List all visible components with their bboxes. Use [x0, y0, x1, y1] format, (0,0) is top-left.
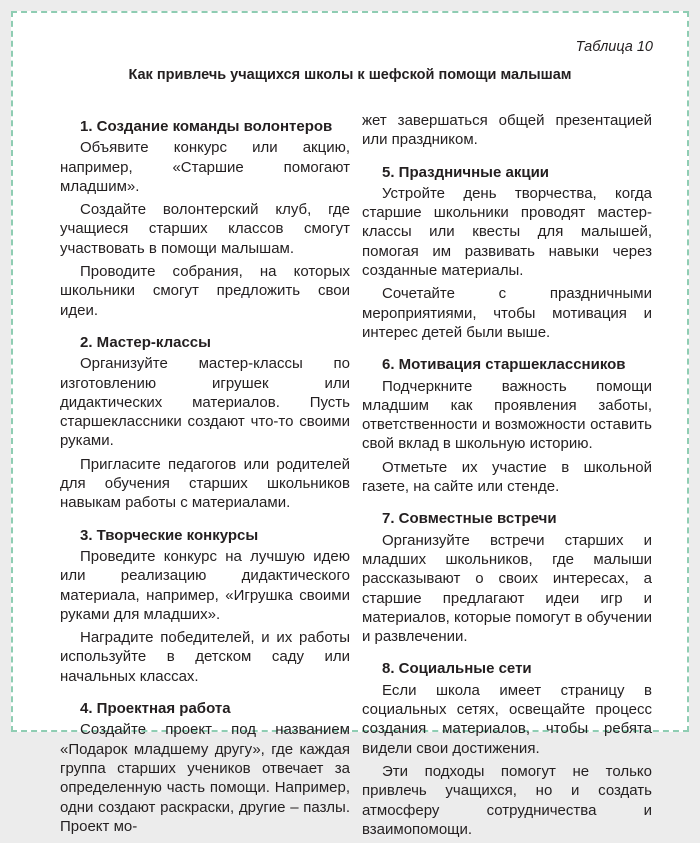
- section-paragraph: Создайте проект под названием «Подарок младшему другу», где каждая группа старших учеников отвечает за определенную часть помощи. Например, одни создают раскраски, другие – пазлы. Проект мо-: [60, 721, 350, 835]
- section-paragraph: Наградите победителей, и их работы используйте в детском саду или начальных классах.: [60, 629, 350, 685]
- section-paragraph: Создайте волонтерский клуб, где учащиеся старших классов смогут участвовать в помощи малышам.: [60, 201, 350, 257]
- section-paragraph: Пригласите педагогов или родителей для обучения старших школьников навыкам работы с материалами.: [60, 455, 350, 512]
- section-heading: 3. Творческие конкурсы: [80, 526, 259, 544]
- section-paragraph: Подчеркните важность помощи младшим как проявления заботы, ответственности и возможности оставить свой вклад в школьную историю.: [362, 377, 652, 453]
- table-title: Как привлечь учащихся школы к шефской помощи малышам: [128, 67, 572, 83]
- section-paragraph: Организуйте мастер-классы по изготовлению игрушек или дидактических материалов. Пусть старшеклассники создают что-то своими руками.: [60, 355, 350, 450]
- section-paragraph: Проведите конкурс на лучшую идею или реализацию дидактического материала, например, «Игрушка своими руками для младших».: [60, 547, 350, 623]
- table-number-label: Таблица 10: [575, 39, 653, 55]
- section-paragraph: Сочетайте с праздничными мероприятиями, чтобы мотивация и интерес детей были выше.: [362, 285, 652, 341]
- section-heading: 4. Проектная работа: [80, 700, 231, 718]
- section-paragraph: Если школа имеет страницу в социальных сетях, освещайте процесс создания материалов, чтобы ребята видели свои достижения.: [362, 681, 652, 757]
- table-frame: [11, 11, 689, 838]
- continued-paragraph: жет завершаться общей презентацией или праздником.: [362, 112, 652, 149]
- section-paragraph: Устройте день творчества, когда старшие школьники проводят мастер-классы или квесты для малышей, помогая им развивать навыки через созданные материалы.: [362, 184, 652, 280]
- section-paragraph: Организуйте встречи старших и младших школьников, где малыши рассказывают о своих интересах, а старшие предлагают идеи игр и материалов, которые помогут в обучении и развлечении.: [362, 531, 652, 646]
- section-heading: 7. Совместные встречи: [382, 510, 557, 528]
- left-column: [60, 111, 350, 840]
- section-heading: 8. Социальные сети: [382, 660, 532, 678]
- section-paragraph: Отметьте их участие в школьной газете, на сайте или стенде.: [362, 458, 652, 496]
- section-paragraph: Проводите собрания, на которых школьники смогут предложить свои идеи.: [60, 263, 350, 319]
- section-paragraph: Эти подходы помогут не только привлечь учащихся, но и создать атмосферу сотрудничества и взаимопомощи.: [362, 762, 652, 838]
- right-column: [362, 111, 652, 843]
- section-heading: 2. Мастер-классы: [80, 333, 211, 351]
- section-heading: 6. Мотивация старшеклассников: [382, 356, 626, 374]
- section-heading: 1. Создание команды волонтеров: [80, 118, 333, 135]
- section-paragraph: Объявите конкурс или акцию, например, «Старшие помогают младшим».: [60, 139, 350, 195]
- section-heading: 5. Праздничные акции: [382, 163, 550, 181]
